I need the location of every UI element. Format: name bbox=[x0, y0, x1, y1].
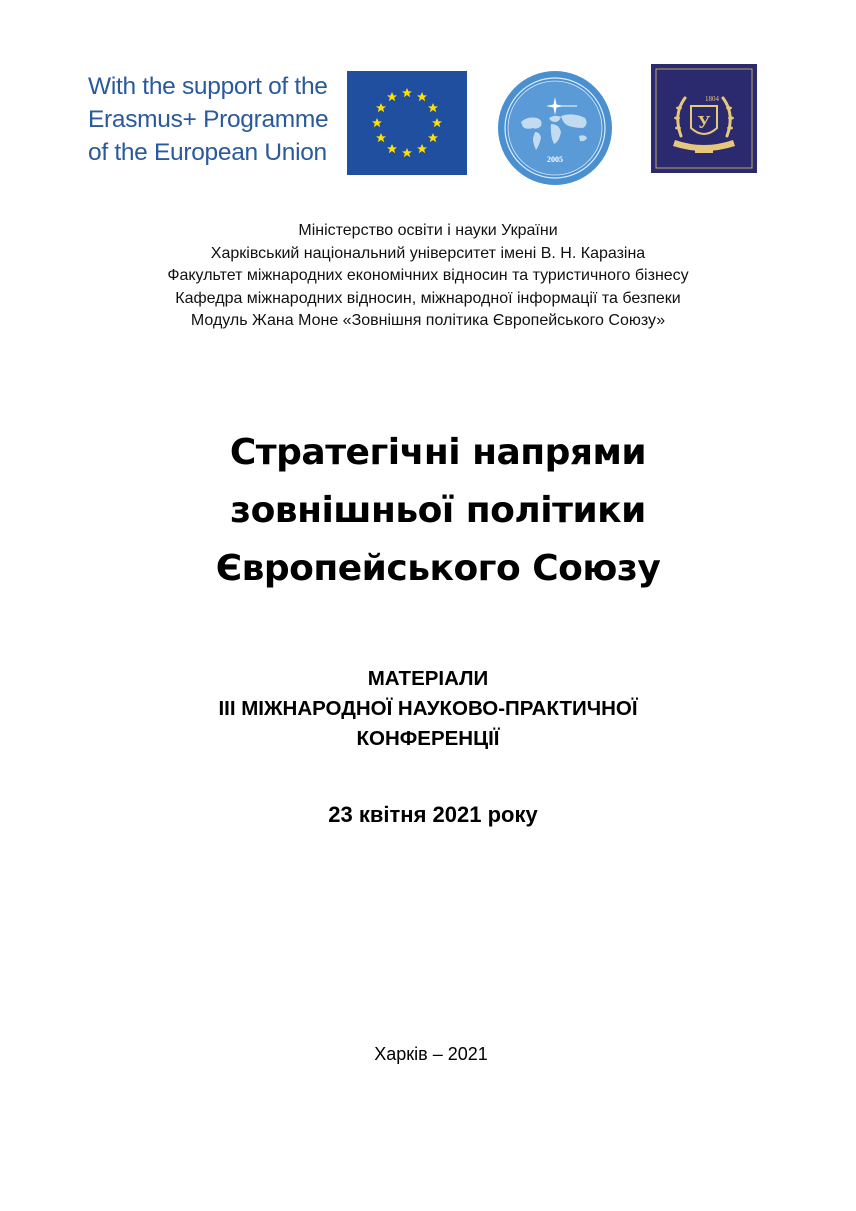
faculty-line: Факультет міжнародних економічних відносин та туристичного бізнесу bbox=[167, 267, 689, 284]
subtitle-line: МАТЕРІАЛИ bbox=[367, 667, 489, 690]
crest-year: 1804 bbox=[705, 95, 719, 103]
title-line: зовнішньої політики bbox=[230, 490, 646, 531]
faculty-seal-icon bbox=[497, 70, 613, 186]
imprint-city-year: Харків – 2021 bbox=[374, 1044, 488, 1064]
department-line: Кафедра міжнародних відносин, міжнародної інформації та безпеки bbox=[175, 289, 681, 307]
eu-flag-icon bbox=[347, 71, 467, 175]
title-line: Стратегічні напрями bbox=[229, 432, 647, 473]
title-line: Європейського Союзу bbox=[215, 548, 661, 589]
erasmus-line: With the support of the bbox=[88, 73, 328, 100]
crest-letter: У bbox=[697, 112, 711, 132]
subtitle-line: ІІІ МІЖНАРОДНОЇ НАУКОВО-ПРАКТИЧНОЇ bbox=[218, 697, 638, 720]
conference-subtitle bbox=[0, 664, 856, 754]
subtitle-line: КОНФЕРЕНЦІЇ bbox=[356, 727, 500, 750]
erasmus-line: Erasmus+ Programme bbox=[88, 106, 329, 133]
institution-header bbox=[0, 220, 856, 333]
university-line: Харківський національний університет імені В. Н. Каразіна bbox=[210, 244, 646, 262]
ministry-line: Міністерство освіти і науки України bbox=[298, 222, 558, 239]
university-crest-icon bbox=[651, 64, 757, 173]
seal-year: 2005 bbox=[547, 155, 563, 164]
erasmus-line: of the European Union bbox=[88, 139, 327, 166]
module-line: Модуль Жана Моне «Зовнішня політика Європейського Союзу» bbox=[190, 312, 666, 329]
document-title bbox=[0, 424, 856, 598]
conference-date: 23 квітня 2021 року bbox=[328, 802, 538, 827]
erasmus-logo-text bbox=[88, 70, 338, 169]
